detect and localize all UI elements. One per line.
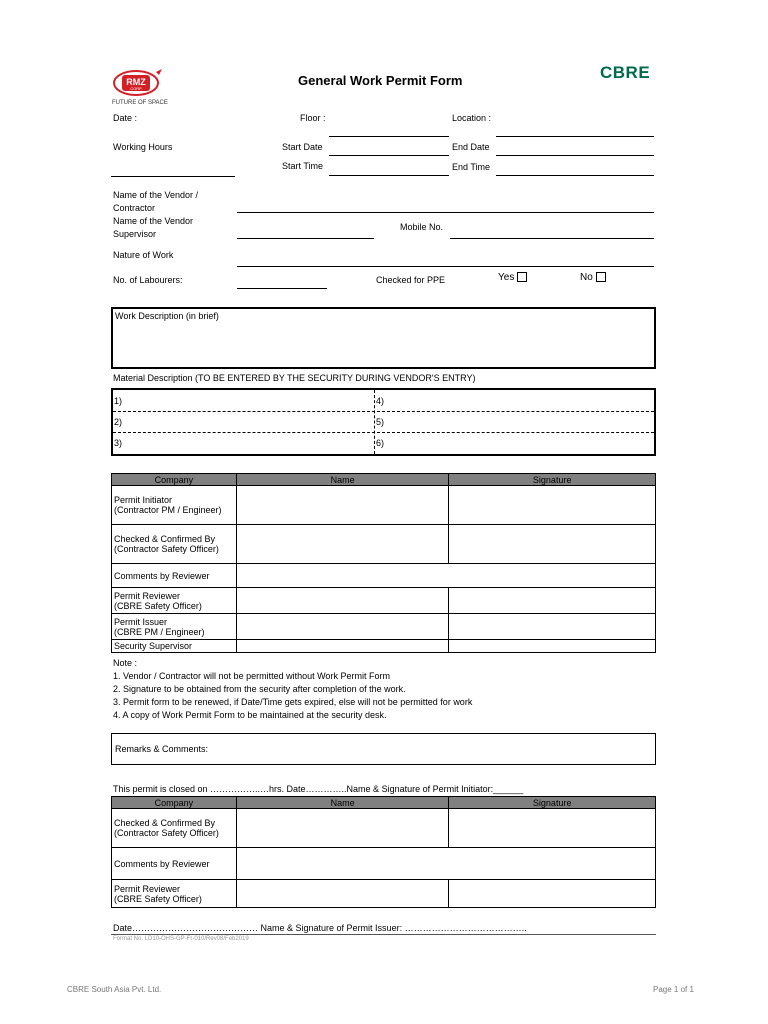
signature-cell[interactable] (449, 588, 656, 614)
note-item: 3. Permit form to be renewed, if Date/Time gets expired, else will not be permitted for work (113, 697, 473, 707)
vendor-name-line2: Contractor (113, 203, 156, 213)
floor-label: Floor : (300, 113, 326, 123)
notes (113, 657, 472, 722)
material-item-3[interactable]: 3) (114, 438, 123, 448)
ppe-yes-label: Yes (498, 272, 515, 283)
vendor-supervisor-line1: Name of the Vendor (113, 216, 194, 226)
cbre-logo: CBRE (600, 63, 651, 82)
mobile-field[interactable] (450, 238, 654, 239)
row-label: Permit Issuer (114, 616, 168, 627)
row-sublabel: (Contractor PM / Engineer) (114, 505, 222, 515)
note-item: 2. Signature to be obtained from the security after completion of the work. (113, 684, 406, 694)
row-label: Checked & Confirmed By (114, 818, 216, 828)
date-label: Date : (113, 113, 138, 123)
mobile-label: Mobile No. (400, 222, 444, 232)
row-sublabel: (CBRE Safety Officer) (114, 600, 202, 611)
row-permit-initiator (112, 486, 237, 525)
name-cell[interactable] (236, 640, 449, 653)
material-col-divider (374, 390, 375, 454)
material-item-1[interactable]: 1) (114, 396, 123, 406)
row-comments-reviewer: Comments by Reviewer (112, 848, 237, 880)
name-cell[interactable] (236, 614, 449, 640)
signature-cell[interactable] (449, 486, 656, 525)
material-row-divider (113, 432, 654, 433)
col-name: Name (236, 474, 449, 486)
notes-heading: Note : (113, 658, 138, 668)
vendor-supervisor-line2: Supervisor (113, 229, 157, 239)
row-label: Permit Reviewer (114, 590, 181, 601)
start-time-label: Start Time (282, 161, 324, 171)
row-label: Checked & Confirmed By (114, 534, 216, 544)
note-item: 1. Vendor / Contractor will not be permitted without Work Permit Form (113, 671, 390, 681)
row-sublabel: (Contractor Safety Officer) (114, 828, 219, 838)
location-label: Location : (452, 113, 492, 123)
row-checked-confirmed (112, 525, 237, 564)
note-item: 4. A copy of Work Permit Form to be maintained at the security desk. (113, 710, 387, 720)
start-date-label: Start Date (282, 142, 323, 152)
logo-sub: CORP (130, 86, 142, 91)
row-permit-reviewer (112, 880, 237, 908)
row-sublabel: (Contractor Safety Officer) (114, 544, 219, 554)
ppe-yes[interactable] (498, 272, 527, 283)
nature-of-work-field[interactable] (237, 266, 654, 267)
vendor-name-line1: Name of the Vendor / (113, 190, 199, 200)
no-checkbox[interactable] (596, 272, 606, 282)
closure-table (111, 796, 656, 908)
start-date-field[interactable] (329, 155, 449, 156)
signature-cell[interactable] (449, 525, 656, 564)
floor-field[interactable] (329, 136, 449, 137)
col-signature: Signature (449, 797, 656, 809)
logo-tagline: FUTURE OF SPACE (112, 100, 168, 106)
vendor-name-field[interactable] (237, 212, 654, 213)
material-heading: Material Description (TO BE ENTERED BY THE SECURITY DURING VENDOR'S ENTRY) (113, 373, 476, 383)
format-number: Format No. LD10-OHS-GP-Fr-010/Rev08/Feb2019 (113, 936, 249, 942)
row-permit-issuer (112, 614, 237, 640)
col-signature: Signature (449, 474, 656, 486)
material-item-5[interactable]: 5) (376, 417, 385, 427)
material-item-2[interactable]: 2) (114, 417, 123, 427)
labourers-label: No. of Labourers: (113, 275, 183, 285)
footer-company: CBRE South Asia Pvt. Ltd. (67, 985, 162, 994)
name-cell[interactable] (236, 809, 449, 848)
vendor-supervisor-field[interactable] (237, 238, 374, 239)
issuer-line: Date…………………………………… Name & Signature of Permit Issuer: ………………………………….. (113, 923, 527, 933)
end-time-label: End Time (452, 162, 491, 172)
start-time-field[interactable] (329, 175, 449, 176)
remarks-label: Remarks & Comments: (115, 744, 209, 754)
signature-cell[interactable] (449, 640, 656, 653)
work-description-label: Work Description (in brief) (115, 311, 219, 321)
name-cell[interactable] (236, 880, 449, 908)
form-title: General Work Permit Form (298, 73, 463, 88)
vendor-name-label (113, 189, 198, 215)
nature-of-work-label: Nature of Work (113, 250, 174, 260)
location-field[interactable] (496, 136, 654, 137)
name-cell[interactable] (236, 525, 449, 564)
material-item-4[interactable]: 4) (376, 396, 385, 406)
approval-table (111, 473, 656, 653)
vendor-supervisor-label (113, 215, 193, 241)
end-date-field[interactable] (496, 155, 654, 156)
labourers-field[interactable] (237, 288, 327, 289)
col-company: Company (112, 474, 237, 486)
row-checked-confirmed (112, 809, 237, 848)
logo-text: RMZ (126, 77, 146, 87)
remarks-box[interactable] (111, 733, 656, 765)
yes-checkbox[interactable] (517, 272, 527, 282)
signature-cell[interactable] (449, 880, 656, 908)
row-comments-reviewer: Comments by Reviewer (112, 564, 237, 588)
material-row-divider (113, 411, 654, 412)
footer-page: Page 1 of 1 (653, 985, 694, 994)
rmz-logo-icon (112, 68, 164, 98)
signature-cell[interactable] (449, 614, 656, 640)
ppe-no-label: No (580, 272, 593, 283)
working-hours-label: Working Hours (113, 142, 173, 152)
row-sublabel: (CBRE PM / Engineer) (114, 626, 205, 637)
issuer-divider (111, 934, 656, 935)
row-label: Permit Initiator (114, 495, 173, 505)
row-label: Permit Reviewer (114, 883, 181, 894)
col-company: Company (112, 797, 237, 809)
name-cell[interactable] (236, 486, 449, 525)
working-hours-field[interactable] (111, 176, 235, 177)
comments-cell[interactable] (236, 564, 655, 588)
work-description-box[interactable] (111, 307, 656, 369)
col-name: Name (236, 797, 449, 809)
ppe-no[interactable] (580, 272, 606, 283)
row-sublabel: (CBRE Safety Officer) (114, 893, 202, 904)
material-table (111, 388, 656, 456)
signature-cell[interactable] (449, 809, 656, 848)
material-item-6[interactable]: 6) (376, 438, 385, 448)
closure-line: This permit is closed on ……………..…hrs. Date…………..Name & Signature of Permit Initiator:______ (113, 784, 524, 794)
comments-cell[interactable] (236, 848, 655, 880)
row-permit-reviewer (112, 588, 237, 614)
row-security-supervisor: Security Supervisor (112, 640, 237, 653)
end-time-field[interactable] (496, 175, 654, 176)
name-cell[interactable] (236, 588, 449, 614)
ppe-label: Checked for PPE (376, 275, 446, 285)
end-date-label: End Date (452, 142, 490, 152)
